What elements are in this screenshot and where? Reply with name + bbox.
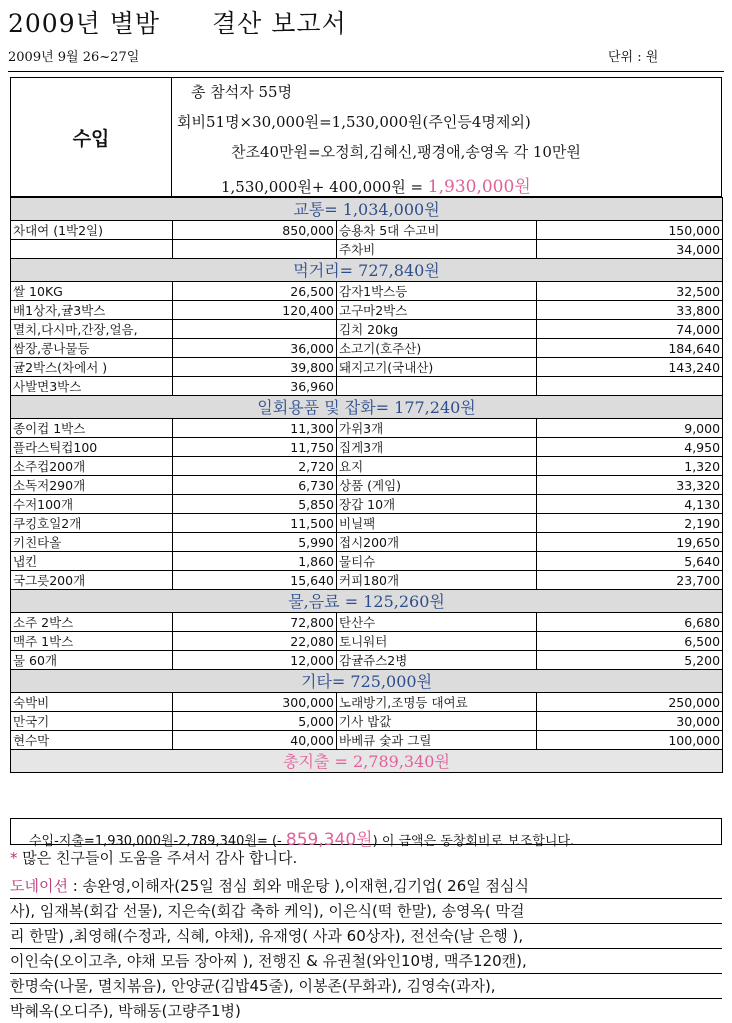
balance-summary bbox=[10, 818, 722, 850]
item-amount: 250,000 bbox=[537, 693, 723, 712]
section-title: 총지출 = 2,789,340원 bbox=[11, 750, 723, 773]
table-row bbox=[11, 533, 723, 552]
income-sponsorship: 찬조40만원=오정희,김혜신,팽경애,송영옥 각 10만원 bbox=[231, 143, 581, 161]
item-name bbox=[11, 240, 173, 259]
item-amount: 6,730 bbox=[173, 476, 337, 495]
table-row bbox=[11, 339, 723, 358]
table-row bbox=[11, 693, 723, 712]
thanks-text: 많은 친구들이 도움을 주셔서 감사 합니다. bbox=[17, 849, 298, 867]
item-name: 소고기(호주산) bbox=[337, 339, 537, 358]
item-amount: 34,000 bbox=[537, 240, 723, 259]
report-date: 2009년 9월 26~27일 bbox=[8, 50, 140, 65]
table-row bbox=[11, 438, 723, 457]
title-report: 결산 보고서 bbox=[212, 9, 347, 38]
item-name: 토니워터 bbox=[337, 632, 537, 651]
item-amount: 40,000 bbox=[173, 731, 337, 750]
table-row bbox=[11, 377, 723, 396]
donation-line bbox=[10, 874, 722, 899]
item-amount: 22,080 bbox=[173, 632, 337, 651]
item-amount bbox=[173, 320, 337, 339]
item-name: 김치 20kg bbox=[337, 320, 537, 339]
expense-table bbox=[10, 197, 723, 773]
table-row bbox=[11, 282, 723, 301]
item-name: 배1상자,귤3박스 bbox=[11, 301, 173, 320]
item-name: 쌀 10KG bbox=[11, 282, 173, 301]
table-row bbox=[11, 476, 723, 495]
donation-text: 한명숙(나물, 멸치볶음), 안양균(김밥45줄), 이봉존(무화과), 김영숙(과자), bbox=[10, 977, 496, 995]
item-amount: 12,000 bbox=[173, 651, 337, 670]
item-name: 감자1박스등 bbox=[337, 282, 537, 301]
donation-line bbox=[10, 974, 722, 999]
item-name: 물티슈 bbox=[337, 552, 537, 571]
section-header-drinks bbox=[11, 590, 723, 613]
income-total: 1,930,000원 bbox=[427, 177, 531, 197]
donation-text: : 송완영,이해자(25일 점심 회와 매운탕 ),이재현,김기업( 26일 점심식 bbox=[67, 877, 529, 895]
item-amount: 5,000 bbox=[173, 712, 337, 731]
item-name: 쌈장,콩나물등 bbox=[11, 339, 173, 358]
item-name: 집게3개 bbox=[337, 438, 537, 457]
section-header-total bbox=[11, 750, 723, 773]
table-row bbox=[11, 613, 723, 632]
item-name: 장갑 10개 bbox=[337, 495, 537, 514]
table-row bbox=[11, 240, 723, 259]
balance-note: ) 이 금액은 동창회비로 보조합니다. bbox=[372, 834, 575, 849]
section-header-food bbox=[11, 259, 723, 282]
item-name: 상품 (게임) bbox=[337, 476, 537, 495]
table-row bbox=[11, 495, 723, 514]
balance-expr: 수입-지출=1,930,000원-2,789,340원= (- bbox=[29, 834, 286, 849]
item-amount: 15,640 bbox=[173, 571, 337, 590]
item-name: 수저100개 bbox=[11, 495, 173, 514]
item-amount: 32,500 bbox=[537, 282, 723, 301]
donation-line bbox=[10, 924, 722, 949]
item-name: 소주컵200개 bbox=[11, 457, 173, 476]
income-label: 수입 bbox=[11, 78, 172, 196]
table-row bbox=[11, 571, 723, 590]
section-title: 교통= 1,034,000원 bbox=[11, 198, 723, 221]
item-amount: 23,700 bbox=[537, 571, 723, 590]
item-name: 소주 2박스 bbox=[11, 613, 173, 632]
item-name: 플라스틱컵100 bbox=[11, 438, 173, 457]
section-header-transport bbox=[11, 198, 723, 221]
item-name: 사발면3박스 bbox=[11, 377, 173, 396]
section-title: 먹거리= 727,840원 bbox=[11, 259, 723, 282]
section-header-supplies bbox=[11, 396, 723, 419]
table-row bbox=[11, 358, 723, 377]
item-name: 숙박비 bbox=[11, 693, 173, 712]
item-name: 냅킨 bbox=[11, 552, 173, 571]
income-box bbox=[10, 77, 722, 197]
table-row bbox=[11, 301, 723, 320]
item-amount: 5,990 bbox=[173, 533, 337, 552]
table-row bbox=[11, 221, 723, 240]
item-amount: 300,000 bbox=[173, 693, 337, 712]
item-amount: 4,130 bbox=[537, 495, 723, 514]
item-amount: 120,400 bbox=[173, 301, 337, 320]
item-amount: 9,000 bbox=[537, 419, 723, 438]
section-title: 물,음료 = 125,260원 bbox=[11, 590, 723, 613]
item-amount: 11,750 bbox=[173, 438, 337, 457]
item-name: 소독저290개 bbox=[11, 476, 173, 495]
item-amount: 11,500 bbox=[173, 514, 337, 533]
item-amount: 30,000 bbox=[537, 712, 723, 731]
item-name: 키친타올 bbox=[11, 533, 173, 552]
item-amount: 100,000 bbox=[537, 731, 723, 750]
item-amount: 143,240 bbox=[537, 358, 723, 377]
donation-line bbox=[10, 899, 722, 924]
item-amount: 36,000 bbox=[173, 339, 337, 358]
item-name: 승용차 5대 수고비 bbox=[337, 221, 537, 240]
item-amount: 5,850 bbox=[173, 495, 337, 514]
item-name: 현수막 bbox=[11, 731, 173, 750]
item-amount: 150,000 bbox=[537, 221, 723, 240]
table-row bbox=[11, 552, 723, 571]
item-name: 바베큐 숯과 그릴 bbox=[337, 731, 537, 750]
item-amount: 1,860 bbox=[173, 552, 337, 571]
donation-line bbox=[10, 949, 722, 974]
donation-text: 이인숙(오이고추, 야채 모듬 장아찌 ), 전행진 & 유권철(와인10병, 맥주120캔), bbox=[10, 952, 527, 970]
income-sum-expr: 1,530,000원+ 400,000원 = bbox=[221, 178, 428, 196]
item-name bbox=[337, 377, 537, 396]
section-title: 일회용품 및 잡화= 177,240원 bbox=[11, 396, 723, 419]
item-amount: 36,960 bbox=[173, 377, 337, 396]
item-name: 감귤쥬스2병 bbox=[337, 651, 537, 670]
section-title: 기타= 725,000원 bbox=[11, 670, 723, 693]
income-attendees: 총 참석자 55명 bbox=[191, 83, 293, 101]
table-row bbox=[11, 731, 723, 750]
item-name: 귤2박스(차에서 ) bbox=[11, 358, 173, 377]
donation-label: 도네이션 bbox=[10, 877, 68, 895]
item-name: 고구마2박스 bbox=[337, 301, 537, 320]
item-name: 기사 밥값 bbox=[337, 712, 537, 731]
income-fees: 회비51명×30,000원=1,530,000원(주인등4명제외) bbox=[177, 113, 531, 131]
section-header-misc bbox=[11, 670, 723, 693]
table-row bbox=[11, 419, 723, 438]
item-amount: 5,640 bbox=[537, 552, 723, 571]
item-name: 물 60개 bbox=[11, 651, 173, 670]
item-name: 요지 bbox=[337, 457, 537, 476]
item-name: 탄산수 bbox=[337, 613, 537, 632]
item-name: 종이컵 1박스 bbox=[11, 419, 173, 438]
item-amount: 4,950 bbox=[537, 438, 723, 457]
item-amount: 72,800 bbox=[173, 613, 337, 632]
item-amount: 33,320 bbox=[537, 476, 723, 495]
item-amount: 6,500 bbox=[537, 632, 723, 651]
table-row bbox=[11, 457, 723, 476]
item-amount: 74,000 bbox=[537, 320, 723, 339]
page-title bbox=[8, 4, 347, 40]
item-amount: 5,200 bbox=[537, 651, 723, 670]
item-amount: 184,640 bbox=[537, 339, 723, 358]
item-amount bbox=[537, 377, 723, 396]
item-amount: 11,300 bbox=[173, 419, 337, 438]
table-row bbox=[11, 632, 723, 651]
item-name: 접시200개 bbox=[337, 533, 537, 552]
item-amount: 33,800 bbox=[537, 301, 723, 320]
deficit-amount: 859,340원 bbox=[285, 830, 373, 850]
income-total-line bbox=[221, 172, 531, 197]
item-name: 노래방기,조명등 대여료 bbox=[337, 693, 537, 712]
donation-text: 박혜옥(오디주), 박해동(고량주1병) bbox=[10, 1002, 241, 1020]
item-amount: 2,190 bbox=[537, 514, 723, 533]
thanks-star: * bbox=[10, 849, 18, 867]
donation-text: 사), 임재복(회갑 선물), 지은숙(회갑 축하 케익), 이은식(떡 한말), 송영옥( 막걸 bbox=[10, 902, 525, 920]
title-event: 2009년 별밤 bbox=[8, 9, 161, 38]
item-amount: 2,720 bbox=[173, 457, 337, 476]
item-name: 쿠킹호일2개 bbox=[11, 514, 173, 533]
donation-text: 리 한말) ,최영해(수정과, 식혜, 야채), 유재영( 사과 60상자), 전선숙(날 은행 ), bbox=[10, 927, 524, 945]
item-name: 가위3개 bbox=[337, 419, 537, 438]
item-amount: 26,500 bbox=[173, 282, 337, 301]
item-name: 맥주 1박스 bbox=[11, 632, 173, 651]
header-divider bbox=[8, 71, 724, 72]
item-amount: 1,320 bbox=[537, 457, 723, 476]
item-name: 비닐팩 bbox=[337, 514, 537, 533]
item-amount: 19,650 bbox=[537, 533, 723, 552]
thanks-note bbox=[10, 846, 722, 871]
item-name: 주차비 bbox=[337, 240, 537, 259]
table-row bbox=[11, 514, 723, 533]
item-amount: 39,800 bbox=[173, 358, 337, 377]
item-name: 국그릇200개 bbox=[11, 571, 173, 590]
table-row bbox=[11, 651, 723, 670]
currency-unit: 단위 : 원 bbox=[608, 50, 659, 65]
item-name: 만국기 bbox=[11, 712, 173, 731]
table-row bbox=[11, 712, 723, 731]
item-name: 커피180개 bbox=[337, 571, 537, 590]
item-name: 멸치,다시마,간장,얼음, bbox=[11, 320, 173, 339]
item-amount bbox=[173, 240, 337, 259]
item-name: 차대여 (1박2일) bbox=[11, 221, 173, 240]
item-amount: 6,680 bbox=[537, 613, 723, 632]
donation-line bbox=[10, 999, 722, 1023]
item-name: 돼지고기(국내산) bbox=[337, 358, 537, 377]
item-amount: 850,000 bbox=[173, 221, 337, 240]
donation-list bbox=[10, 874, 722, 1023]
table-row bbox=[11, 320, 723, 339]
